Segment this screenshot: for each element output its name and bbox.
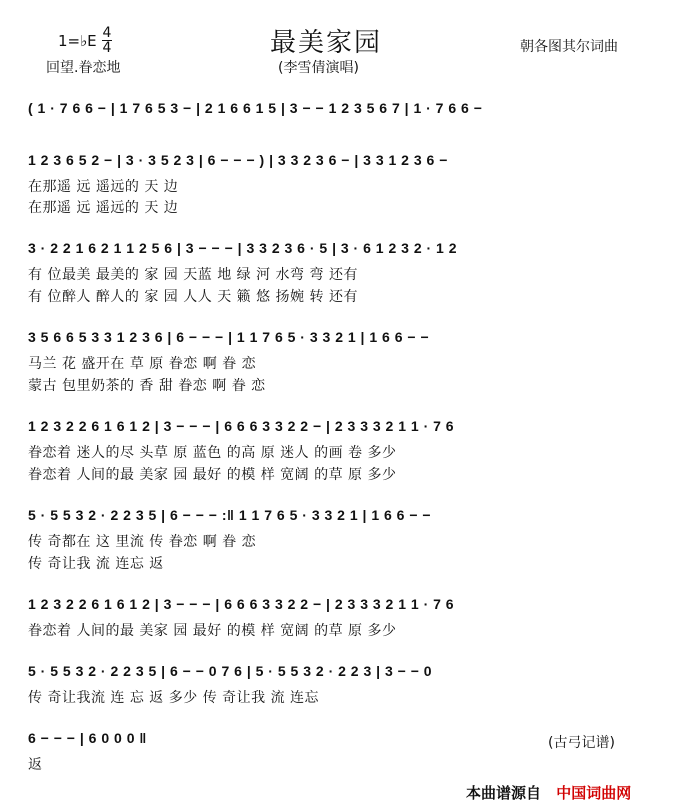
score-row-6-lyric-2: 传 奇让我 流 连忘 返 (28, 556, 164, 572)
score-row-5-lyric-2: 眷恋着 人间的最 美家 园 最好 的模 样 宽阔 的草 原 多少 (28, 467, 397, 483)
score-row-5-notes: 1 2 3 2 2 6 1 6 1 2 | 3 − − − | 6 6 6 3 3 2 2 − | 2 3 3 3 2 1 1 · 7 6 (28, 418, 455, 434)
score-row-4-lyric-2: 蒙古 包里奶茶的 香 甜 眷恋 啊 眷 恋 (28, 378, 266, 394)
performer: (李雪倩演唱) (278, 60, 359, 76)
meter-bottom: 4 (102, 40, 112, 56)
subtitle-left: 回望.眷恋地 (46, 60, 121, 76)
score-row-7-notes: 1 2 3 2 2 6 1 6 1 2 | 3 − − − | 6 6 6 3 3 2 2 − | 2 3 3 3 2 1 1 · 7 6 (28, 596, 455, 612)
meter-top: 4 (102, 25, 112, 41)
score-row-2-notes: 1 2 3 6 5 2 − | 3 · 3 5 2 3 | 6 − − − ) | 3 3 2 3 6 − | 3 3 1 2 3 6 − (28, 152, 448, 168)
score-row-1-notes: ( 1 · 7 6 6 − | 1 7 6 5 3 − | 2 1 6 6 1 5 | 3 − − 1 2 3 5 6 7 | 1 · 7 6 6 − (28, 100, 483, 116)
score-row-9-notes: 6 − − − | 6 0 0 0 ‖ (28, 730, 147, 746)
score-row-6-lyric-1: 传 奇都在 这 里流 传 眷恋 啊 眷 恋 (28, 534, 257, 550)
score-row-9-lyric-1: 返 (28, 757, 43, 773)
footer-site-link[interactable]: 中国词曲网 (556, 784, 632, 802)
score-row-8-notes: 5 · 5 5 3 2 · 2 2 3 5 | 6 − − 0 7 6 | 5 · 5 5 3 2 · 2 2 3 | 3 − − 0 (28, 663, 433, 679)
score-row-2-lyric-1: 在那遥 远 遥远的 天 边 (28, 179, 179, 195)
score-row-3-lyric-2: 有 位醉人 醉人的 家 园 人人 天 籁 悠 扬婉 转 还有 (28, 289, 358, 305)
score-row-6-notes: 5 · 5 5 3 2 · 2 2 3 5 | 6 − − − :‖ 1 1 7 6 5 · 3 3 2 1 | 1 6 6 − − (28, 507, 432, 523)
score-row-2-lyric-2: 在那遥 远 遥远的 天 边 (28, 200, 179, 216)
score-row-8-lyric-1: 传 奇让我流 连 忘 返 多少 传 奇让我 流 连忘 (28, 690, 320, 706)
footer-source-label: 本曲谱源自 (466, 784, 542, 802)
score-row-3-lyric-1: 有 位最美 最美的 家 园 天蓝 地 绿 河 水弯 弯 还有 (28, 267, 358, 283)
key-signature: 1=♭E (58, 32, 97, 50)
score-row-4-lyric-1: 马兰 花 盛开在 草 原 眷恋 啊 眷 恋 (28, 356, 257, 372)
time-signature (102, 26, 112, 55)
score-row-4-notes: 3 5 6 6 5 3 3 1 2 3 6 | 6 − − − | 1 1 7 6 5 · 3 3 2 1 | 1 6 6 − − (28, 329, 430, 345)
score-row-7-lyric-1: 眷恋着 人间的最 美家 园 最好 的模 样 宽阔 的草 原 多少 (28, 623, 397, 639)
transcriber: (古弓记谱) (548, 735, 615, 751)
credits: 朝各图其尔词曲 (520, 39, 618, 55)
footer-source (466, 782, 631, 803)
song-title: 最美家园 (270, 28, 383, 58)
score-row-5-lyric-1: 眷恋着 迷人的尽 头草 原 蓝色 的高 原 迷人 的画 卷 多少 (28, 445, 397, 461)
score-row-3-notes: 3 · 2 2 1 6 2 1 1 2 5 6 | 3 − − − | 3 3 2 3 6 · 5 | 3 · 6 1 2 3 2 · 1 2 (28, 240, 458, 256)
